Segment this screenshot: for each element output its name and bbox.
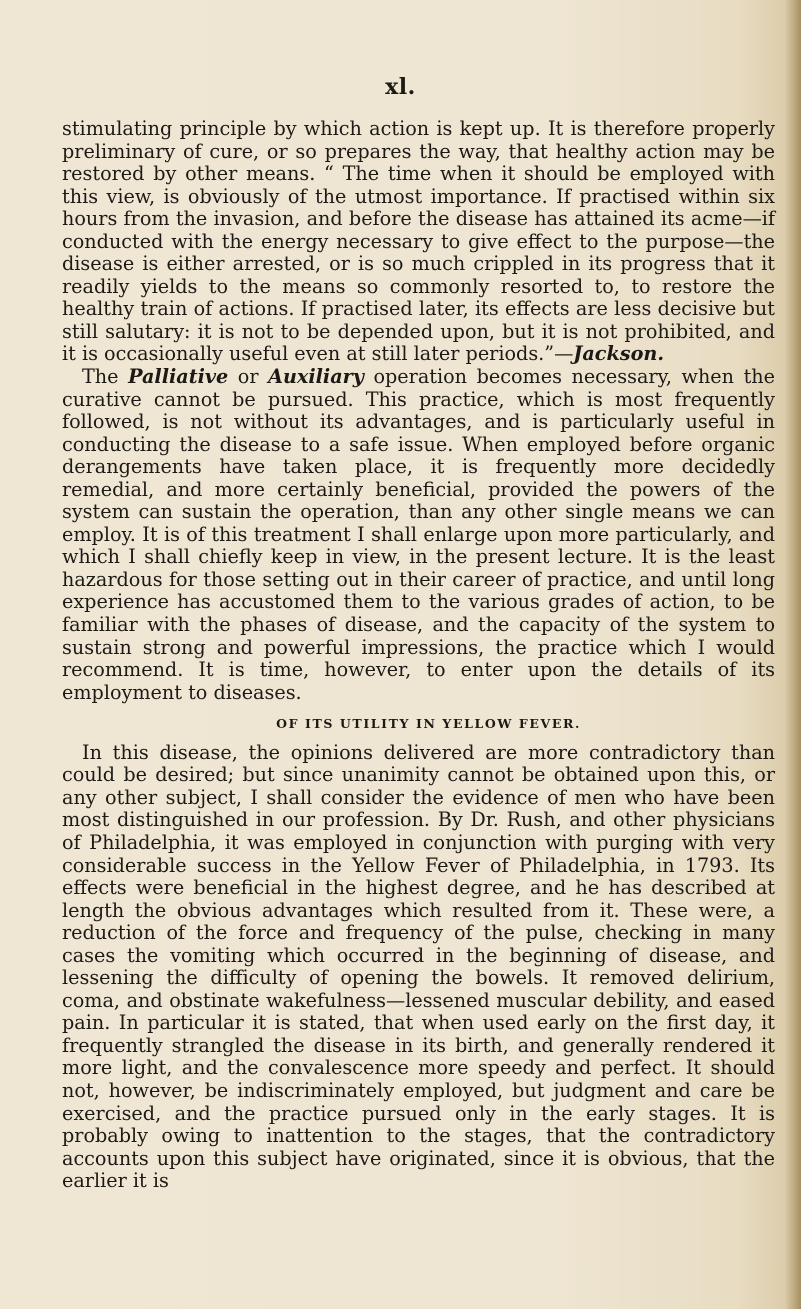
paragraph-2-mid: or	[228, 365, 269, 389]
paragraph-2-lead: The	[82, 365, 129, 389]
paragraph-1	[62, 118, 775, 366]
paragraph-3	[62, 742, 775, 1193]
term-palliative: Palliative	[128, 365, 229, 389]
paragraph-1-text: stimulating principle by which action is kept up. It is therefore properly preliminary of cure, or so prepares the way, that healthy action may be restored by other means. “ The time when it should be employed with this view, is obviously of the utmost importance. If practised within six hours from the invasion, and before the disease has attained its acme—if conducted with the energy necessary to give effect to the purpose—the disease is either arrested, or is so much crippled in its progress that it readily yields to the means so commonly resorted to, to restore the healthy train of actions. If practised later, its effects are less decisive but still salutary: it is not to be depended upon, but it is not prohibited, and it is occasionally useful even at still later periods.”—	[62, 117, 775, 366]
paragraph-2	[62, 366, 775, 704]
page-edge-shadow	[785, 0, 801, 1309]
paragraph-2-text: operation becomes necessary, when the curative cannot be pursued. This practice, which is most frequently followed, is not without its advantages, and is particularly useful in conducting the disease to a safe issue. When employed before organic derangements have taken place, it is frequently more decidedly remedial, and more certainly beneficial, provided the powers of the system can sustain the operation, than any other single means we can employ. It is of this treatment I shall enlarge upon more particularly, and which I shall chiefly keep in view, in the present lecture. It is the least hazardous for those setting out in their career of practice, and until long experience has accustomed them to the various grades of action, to be familiar with the phases of disease, and the capacity of the system to sustain strong and powerful impressions, the practice which I would recommend. It is time, however, to enter upon the details of its employment to diseases.	[62, 365, 775, 704]
body-text	[62, 118, 775, 1193]
page-number: xl.	[385, 74, 416, 100]
paragraph-3-text: In this disease, the opinions delivered are more contradictory than could be desired; but since unanimity cannot be obtained upon this, or any other subject, I shall consider the evidence of men who have been most distinguished in our profession. By Dr. Rush, and other physicians of Philadelphia, it was employed in conjunction with purging with very considerable success in the Yellow Fever of Philadelphia, in 1793. Its effects were beneficial in the highest degree, and he has described at length the obvious advantages which resulted from it. These were, a reduction of the force and frequency of the pulse, checking in many cases the vomiting which occurred in the beginning of disease, and lessening the difficulty of opening the bowels. It removed delirium, coma, and obstinate wakefulness—lessened muscular debility, and eased pain. In particular it is stated, that when used early on the first day, it frequently strangled the disease in its birth, and generally rendered it more light, and the convalescence more speedy and perfect. It should not, however, be indiscriminately employed, but judgment and care be exercised, and the practice pursued only in the early stages. It is probably owing to inattention to the stages, that the contradictory accounts upon this subject have originated, since it is obvious, that the earlier it is	[62, 740, 775, 1193]
term-auxiliary: Auxiliary	[268, 365, 364, 389]
attribution: Jackson.	[573, 342, 665, 366]
section-heading: OF ITS UTILITY IN YELLOW FEVER.	[276, 716, 581, 732]
